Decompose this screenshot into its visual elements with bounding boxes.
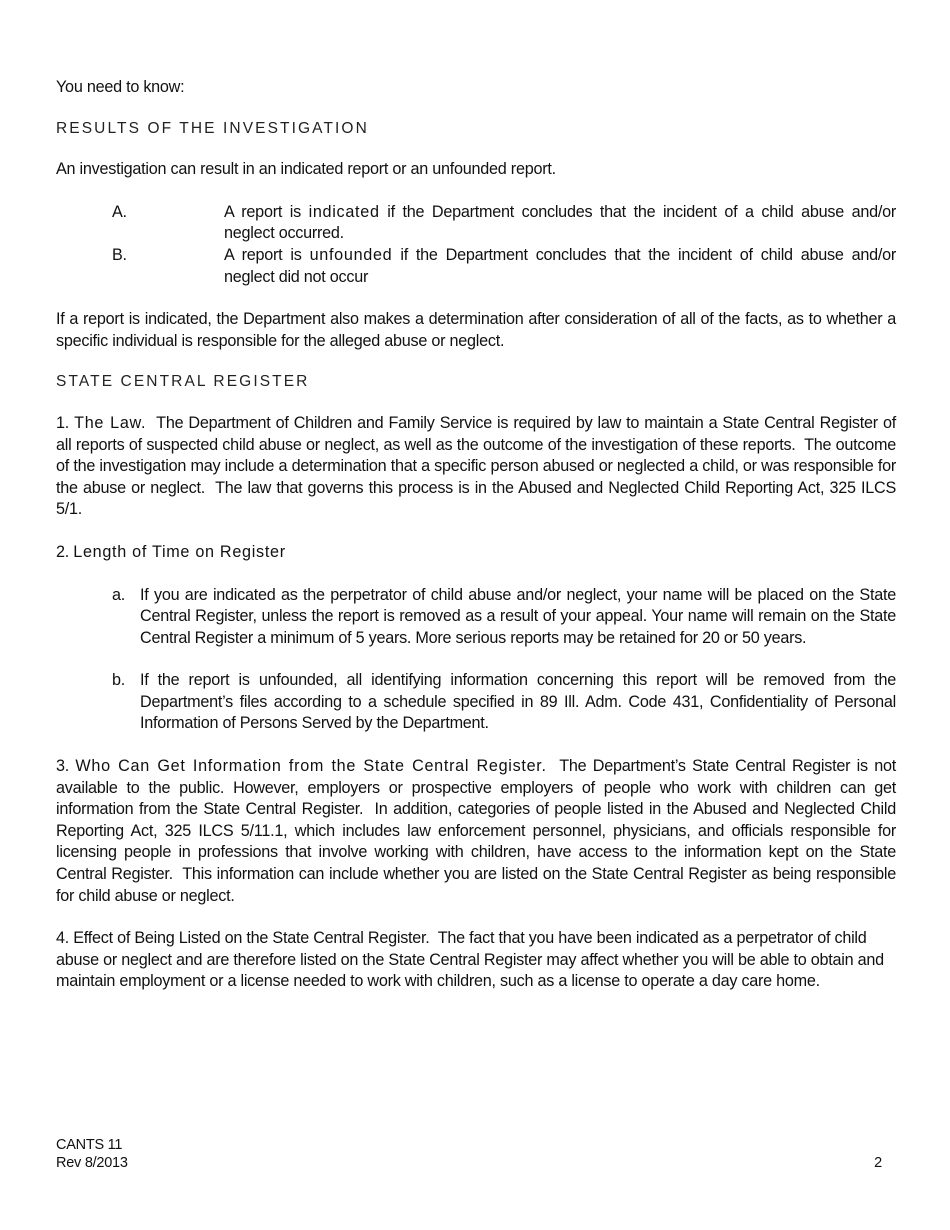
length-list: [56, 585, 896, 736]
list-text: A report is unfounded if the Department concludes that the incident of child abuse and/or neglect did not occur: [224, 245, 896, 286]
section-length-title: 2. Length of Time on Register: [56, 542, 286, 561]
list-text: If the report is unfounded, all identifying information concerning this report will be removed from the Department’s files according to a schedule specified in 89 Ill. Adm. Code 431, Confidentiality of Personal Information of Persons Served by the Department.: [140, 671, 896, 733]
revision-date: Rev 8/2013: [56, 1155, 128, 1171]
list-text: If you are indicated as the perpetrator of child abuse and/or neglect, your name will be placed on the State Central Register, unless the report is removed as a result of your appeal. Your name will remain on the State Central Register a minimum of 5 years. More serious reports may be retained for 20 or 50 years.: [140, 585, 896, 647]
register-heading: STATE CENTRAL REGISTER: [56, 373, 310, 391]
list-text: A report is indicated if the Department concludes that the incident of a child abuse and/or neglect occurred.: [224, 202, 896, 243]
term-indicated: indicated: [308, 202, 380, 221]
document-page: [56, 77, 901, 993]
results-heading: RESULTS OF THE INVESTIGATION: [56, 119, 369, 137]
results-list: [56, 202, 896, 288]
section-law: 1. The Law. The Department of Children and Family Service is required by law to maintain a State Central Register of all reports of suspected child abuse or neglect, as well as the outcome of the investigation of these reports. The outcome of the investigation may include a determination that a specific person abused or neglected a child, or was responsible for the abuse or neglect. The law that governs this process is in the Abused and Neglected Child Reporting Act, 325 ILCS 5/1.: [56, 413, 901, 519]
term-unfounded: unfounded: [309, 245, 393, 264]
results-followup: If a report is indicated, the Department also makes a determination after consideration of all of the facts, as to whether a specific individual is responsible for the alleged abuse or neglect.: [56, 310, 896, 350]
results-lead: An investigation can result in an indicated report or an unfounded report.: [56, 160, 556, 179]
intro-line: You need to know:: [56, 78, 185, 96]
page-number: 2: [874, 1155, 882, 1171]
list-marker: b.: [112, 671, 126, 690]
list-item: [56, 202, 896, 245]
list-item: [112, 670, 896, 735]
form-id: CANTS 11: [56, 1137, 123, 1153]
list-marker: A.: [112, 202, 127, 221]
list-marker: B.: [112, 245, 127, 264]
list-item: [56, 245, 896, 288]
section-who-title: Who Can Get Information from the State Central Register.: [75, 757, 547, 776]
form-footer: [56, 1136, 128, 1172]
section-effect: 4. Effect of Being Listed on the State Central Register. The fact that you have been indicated as a perpetrator of child abuse or neglect and are therefore listed on the State Central Register may affect whether you will be able to obtain and maintain employment or a license needed to work with children, such as a license to operate a day care home.: [56, 929, 889, 991]
list-marker: a.: [112, 585, 126, 604]
list-item: [112, 585, 896, 650]
section-law-title: The Law.: [74, 413, 147, 432]
section-who: 3. Who Can Get Information from the State Central Register. The Department’s State Central Register is not available to the public. However, employers or prospective employers of people who work with children can get information from the State Central Register. In addition, categories of people listed in the Abused and Neglected Child Reporting Act, 325 ILCS 5/11.1, which includes law enforcement personnel, physicians, and officials responsible for licensing people in professions that involve working with children, have access to the information kept on the State Central Register. This information can include whether you are listed on the State Central Register as being responsible for child abuse or neglect.: [56, 757, 901, 905]
